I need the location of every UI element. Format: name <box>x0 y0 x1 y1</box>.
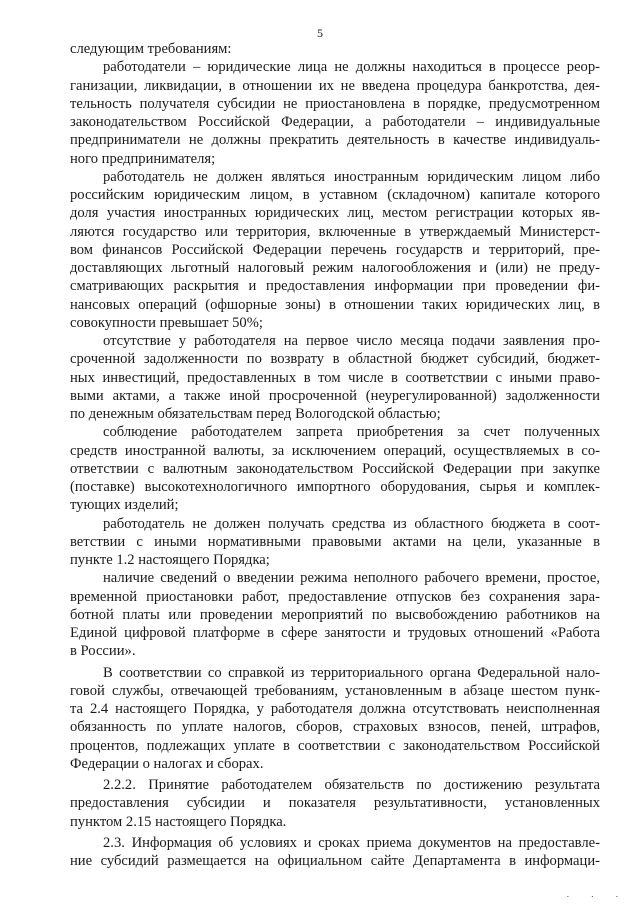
text-line: В соответствии со справкой из территориального органа Федеральной нало- <box>103 664 600 681</box>
text-line: вом финансов Российской Федерации перечень государств и территорий, пре- <box>70 241 600 258</box>
text-line: процентов, подлежащих уплате в соответствии с законодательством Российской <box>70 737 600 754</box>
text-line: выми актами, а также иной просроченной (неурегулированной) задолженности <box>70 387 600 404</box>
text-line: Федерации о налогах и сборах. <box>70 755 264 772</box>
text-line: говой службы, отвечающей требованиям, установленным в абзаце шестом пунк- <box>70 682 600 699</box>
text-line: 2.3. Информация об условиях и сроках приема документов на предоставле- <box>103 834 600 851</box>
text-line: 2.2.2. Принятие работодателем обязательств по достижению результата <box>103 777 600 793</box>
text-line: Единой цифровой платформе в сфере занятости и трудовых отношений «Работа <box>70 625 600 641</box>
text-line: ответствии с валютным законодательством Российской Федерации при закупке <box>70 460 600 477</box>
text-line: по денежным обязательствам перед Вологодской областью; <box>70 406 441 422</box>
text-line: (поставке) высокотехнологичного импортного оборудования, сырья и комплек- <box>70 479 600 495</box>
text-line: в России». <box>70 643 136 660</box>
text-line: обязанность по уплате налогов, сборов, страховых взносов, пеней, штрафов, <box>70 719 600 736</box>
text-line: нансовых операций (офшорные зоны) в отношении таких юридических лиц, в <box>70 296 600 313</box>
text-line: работодатель не должен получать средства из областного бюджета в соот- <box>103 515 600 532</box>
text-line: следующим требованиям: <box>70 41 232 57</box>
text-line: тельность получателя субсидии не приостановлена в порядке, предусмотренном <box>70 95 600 112</box>
text-line: ного предпринимателя; <box>70 150 216 167</box>
text-line: соблюдение работодателем запрета приобретения за счет полученных <box>103 424 600 441</box>
text-line: работодатель не должен являться иностранным юридическим лицом либо <box>103 168 600 185</box>
text-line: доля участия иностранных юридических лиц, местом регистрации которых яв- <box>70 205 600 222</box>
text-line: ляются государство или территория, включенные в утверждаемый Министерст- <box>70 223 600 240</box>
page-number: 5 <box>317 26 323 40</box>
document-body <box>70 40 600 870</box>
text-line: пунктом 2.15 настоящего Порядка. <box>70 813 287 830</box>
text-line: совокупности превышает 50%; <box>70 314 263 331</box>
text-line: доставляющих льготный налоговый режим налогообложения и (или) не преду- <box>70 260 600 276</box>
text-line: ветствии с иными нормативными правовыми актами на цели, указанные в <box>70 533 600 550</box>
text-line: наличие сведений о введении режима неполного рабочего времени, простое, <box>103 570 600 587</box>
text-line: тующих изделий; <box>70 497 179 514</box>
text-line: средств иностранной валюты, за исключением операций, осуществляемых в со- <box>70 442 600 459</box>
text-line: отсутствие у работодателя на первое число месяца подачи заявления про- <box>103 333 600 349</box>
scan-corner-marks: . . . <box>566 889 628 899</box>
text-line: российским юридическим лицом, в уставном (складочном) капитале которого <box>70 187 600 203</box>
text-line: ных инвестиций, предоставленных в том числе в соответствии с иными право- <box>70 369 600 386</box>
text-line: ботной платы или проведении мероприятий по высвобождению работников на <box>70 606 600 623</box>
text-line: временной приостановки работ, предоставление отпусков без сохранения зара- <box>70 588 600 605</box>
text-line: пункте 1.2 настоящего Порядка; <box>70 552 270 568</box>
text-line: сматривающих раскрытия и предоставления информации при проведении фи- <box>70 278 600 295</box>
text-line: предприниматели не должны прекратить деятельность в качестве индивидуаль- <box>70 132 600 149</box>
text-line: та 2.4 настоящего Порядка, у работодателя должна отсутствовать неисполненная <box>70 701 600 717</box>
text-line: ние субсидий размещается на официальном сайте Департамента в информаци- <box>70 853 600 869</box>
text-line: законодательством Российской Федерации, а работодатели – индивидуальные <box>70 114 600 130</box>
text-line: работодатели – юридические лица не должны находиться в процессе реор- <box>103 59 600 76</box>
text-line: предоставления субсидии и показателя результативности, установленных <box>70 795 600 812</box>
text-line: сроченной задолженности по возврату в областной бюджет субсидий, бюджет- <box>70 351 600 368</box>
text-line: ганизации, ликвидации, в отношении их не введена процедура банкротства, дея- <box>70 77 600 94</box>
